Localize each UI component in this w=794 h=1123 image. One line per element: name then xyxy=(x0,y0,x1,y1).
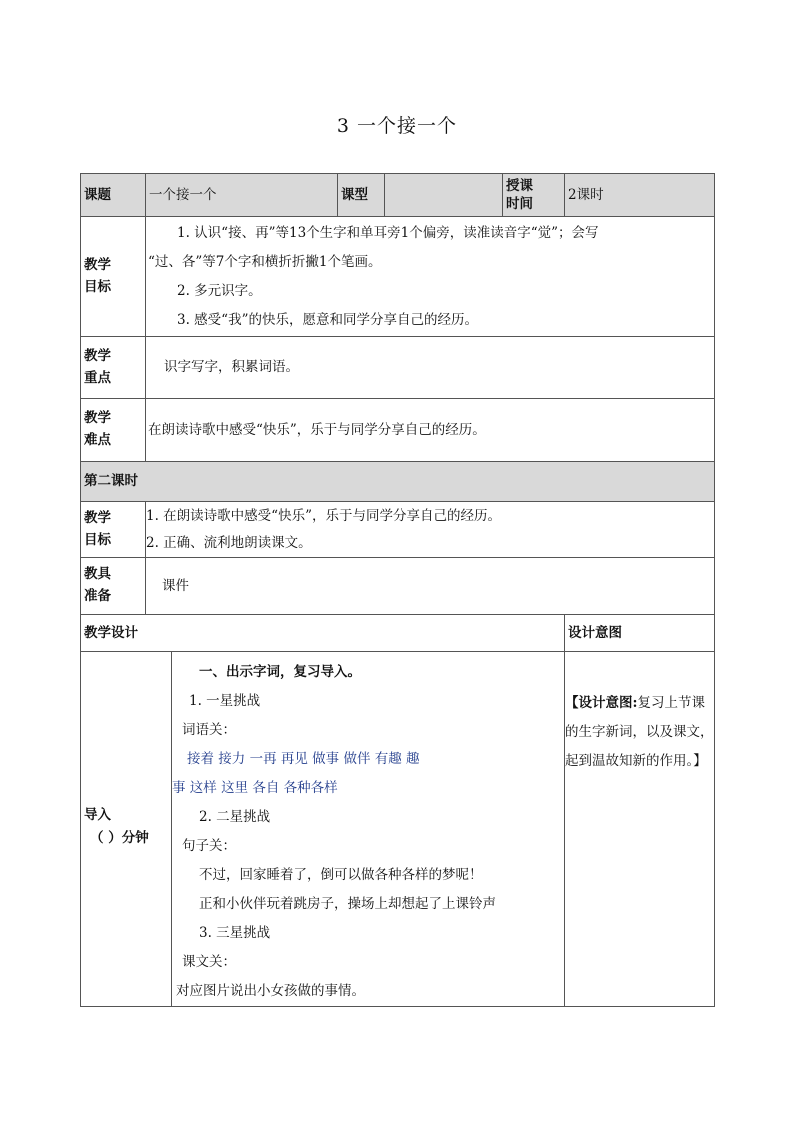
step1-sub: 词语关： xyxy=(182,722,236,738)
design-label: 教学设计 xyxy=(81,615,565,652)
intent-line xyxy=(565,689,714,718)
lesson2-goals-label: 教学 目标 xyxy=(81,502,146,558)
prep-text: 课件 xyxy=(146,558,715,615)
hours-value: 2课时 xyxy=(565,174,715,217)
words-line: 事 这样 这里 各自 各种各样 xyxy=(172,780,338,796)
prep-label: 教具 准备 xyxy=(81,558,146,615)
intent-marker: 【设计意图: xyxy=(565,695,638,711)
goal-item: 1. 认识“接、再”等13个生字和单耳旁1个偏旁，读准读音字“觉”；会写 xyxy=(177,224,599,241)
goals-content xyxy=(146,217,715,337)
sentence: 不过，回家睡着了，倒可以做各种各样的梦呢！ xyxy=(199,867,483,883)
stage-time: （ ）分钟 xyxy=(90,829,149,846)
lesson2-goals-content xyxy=(146,502,715,558)
stage-label: 导入 xyxy=(84,807,111,823)
intent-content xyxy=(565,652,715,1007)
intent-label: 设计意图 xyxy=(565,615,715,652)
design-header-row xyxy=(81,615,715,652)
step3-sub: 课文关： xyxy=(182,954,236,970)
intent-line: 的生字新词，以及课文， xyxy=(565,724,714,740)
goal-item: 2. 多元识字。 xyxy=(177,282,262,299)
intent-line-text: 复习上节课 xyxy=(637,695,705,711)
intent-line: 起到温故知新的作用。】 xyxy=(565,753,707,769)
label-hours: 授课 时间 xyxy=(503,174,565,217)
lesson2-heading-row xyxy=(81,462,715,502)
difficulty-text: 在朗读诗歌中感受“快乐”，乐于与同学分享自己的经历。 xyxy=(146,399,715,462)
intro-heading: 一、出示字词，复习导入。 xyxy=(199,664,361,680)
header-row xyxy=(81,174,715,217)
focus-text: 识字写字，积累词语。 xyxy=(146,337,715,399)
difficulty-label: 教学 难点 xyxy=(81,399,146,462)
step2-sub: 句子关： xyxy=(182,838,236,854)
difficulty-row xyxy=(81,399,715,462)
focus-label: 教学 重点 xyxy=(81,337,146,399)
sentence: 正和小伙伴玩着跳房子，操场上却想起了上课铃声 xyxy=(199,896,496,912)
intro-row xyxy=(81,652,715,1007)
step3: 3. 三星挑战 xyxy=(199,925,271,941)
type-value xyxy=(385,174,503,217)
step2: 2. 二星挑战 xyxy=(199,809,271,825)
step1: 1. 一星挑战 xyxy=(189,693,261,709)
lesson-plan-table xyxy=(80,173,715,1007)
words-line: 接着 接力 一再 再见 做事 做伴 有趣 趣 xyxy=(187,751,420,767)
goal-item: 3. 感受“我”的快乐，愿意和同学分享自己的经历。 xyxy=(177,311,478,328)
lesson2-goal-item: 1. 在朗读诗歌中感受“快乐”，乐于与同学分享自己的经历。 xyxy=(146,507,501,524)
step3-text: 对应图片说出小女孩做的事情。 xyxy=(176,983,365,999)
label-type: 课型 xyxy=(338,174,385,217)
goal-item: “过、各”等7个字和横折折撇1个笔画。 xyxy=(148,253,382,270)
stage-cell xyxy=(81,652,172,1007)
lesson2-heading: 第二课时 xyxy=(81,462,715,502)
topic-value: 一个接一个 xyxy=(146,174,338,217)
prep-row xyxy=(81,558,715,615)
label-topic: 课题 xyxy=(81,174,146,217)
focus-row xyxy=(81,337,715,399)
goals-row xyxy=(81,217,715,337)
goals-label: 教学 目标 xyxy=(81,217,146,337)
intro-content xyxy=(172,652,565,1007)
lesson2-goals-row xyxy=(81,502,715,558)
document-title: 3 一个接一个 xyxy=(336,115,458,137)
lesson2-goal-item: 2. 正确、流利地朗读课文。 xyxy=(146,534,312,551)
